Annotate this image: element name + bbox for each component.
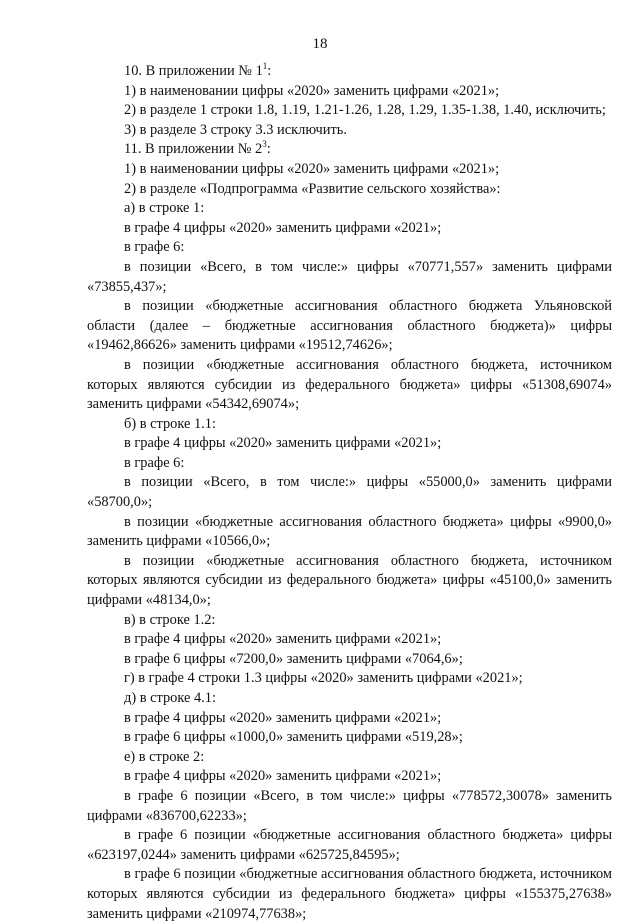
paragraph: в графе 6 цифры «1000,0» заменить цифрами «519,28»; <box>124 729 463 746</box>
paragraph: д) в строке 4.1: <box>124 690 216 706</box>
paragraph: в позиции «Всего, в том числе:» цифры «70771,557» заменить цифрами «73855,437»; <box>87 258 612 295</box>
paragraph: 3) в разделе 3 строку 3.3 исключить. <box>124 121 347 138</box>
paragraph: в графе 6 позиции «бюджетные ассигнования областного бюджета, источником которых являются субсидии из федерального бюджета» цифры «155375,27638» заменить цифрами «210974,77638»; <box>87 866 612 922</box>
paragraph: е) в строке 2: <box>124 748 205 765</box>
paragraph: 2) в разделе 1 строки 1.8, 1.19, 1.21-1.26, 1.28, 1.29, 1.35-1.38, 1.40, исключить; <box>124 102 606 119</box>
paragraph: г) в графе 4 строки 1.3 цифры «2020» заменить цифрами «2021»; <box>124 670 523 687</box>
paragraph: а) в строке 1: <box>124 200 205 217</box>
paragraph-amend-annex-2: 11. В приложении № $2^3$: <box>124 139 271 158</box>
paragraph: 2) в разделе «Подпрограмма «Развитие сельского хозяйства»: <box>124 180 501 197</box>
paragraph: в графе 4 цифры «2020» заменить цифрами «2021»; <box>124 435 442 452</box>
document-body <box>87 62 612 924</box>
page-number: 18 <box>312 36 328 52</box>
paragraph: в графе 4 цифры «2020» заменить цифрами «2021»; <box>124 768 442 785</box>
paragraph: б) в строке 1.1: <box>124 415 216 432</box>
paragraph: в графе 4 цифры «2020» заменить цифрами «2021»; <box>124 631 442 648</box>
paragraph: в позиции «бюджетные ассигнования областного бюджета» цифры «9900,0» заменить цифрами «10566,0»; <box>87 513 612 550</box>
paragraph: 1) в наименовании цифры «2020» заменить цифрами «2021»; <box>124 82 500 99</box>
paragraph: в графе 6: <box>124 239 185 256</box>
paragraph: в графе 4 цифры «2020» заменить цифрами «2021»; <box>124 709 442 726</box>
paragraph: 1) в наименовании цифры «2020» заменить цифрами «2021»; <box>124 160 500 177</box>
footnote-ref: 3 <box>262 139 267 150</box>
paragraph: в графе 6 позиции «Всего, в том числе:» цифры «778572,30078» заменить цифрами «836700,62233»; <box>87 787 612 824</box>
paragraph: в графе 6 позиции «бюджетные ассигнования областного бюджета» цифры «623197,0244» заменить цифрами «625725,84595»; <box>87 827 612 863</box>
paragraph: в позиции «бюджетные ассигнования областного бюджета Ульяновской области (далее – бюджетные ассигнования областного бюджета)» цифры «19462,86626» заменить цифрами «19512,74626»; <box>87 298 612 354</box>
footnote-ref: 1 <box>262 61 268 72</box>
paragraph: в графе 6 цифры «7200,0» заменить цифрами «7064,6»; <box>124 650 463 667</box>
paragraph: в графе 4 цифры «2020» заменить цифрами «2021»; <box>124 219 442 236</box>
paragraph: в позиции «Всего, в том числе:» цифры «55000,0» заменить цифрами «58700,0»; <box>87 474 612 511</box>
paragraph-amend-annex-1: 10. В приложении № $1^1$: <box>124 61 272 79</box>
paragraph: в позиции «бюджетные ассигнования областного бюджета, источником которых являются субсидии из федерального бюджета» цифры «45100,0» заменить цифрами «48134,0»; <box>87 552 612 609</box>
paragraph: в позиции «бюджетные ассигнования областного бюджета, источником которых являются субсидии из федерального бюджета» цифры «51308,69074» заменить цифрами «54342,69074»; <box>87 356 612 413</box>
paragraph: в) в строке 1.2: <box>124 611 216 628</box>
paragraph: в графе 6: <box>124 454 185 471</box>
